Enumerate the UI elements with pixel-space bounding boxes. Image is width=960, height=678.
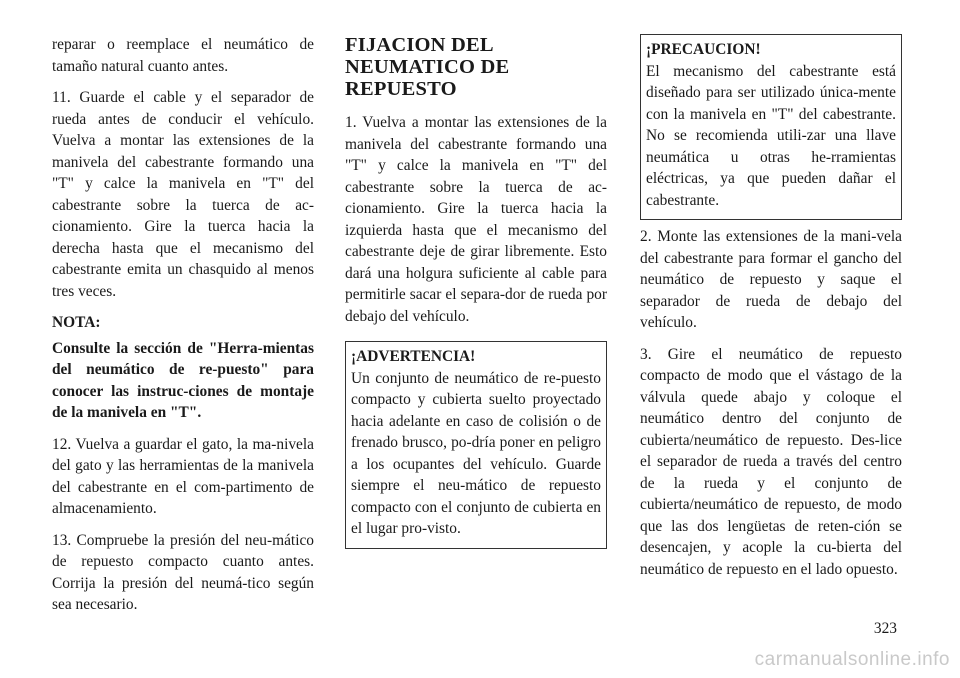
page-number: 323 — [873, 620, 897, 637]
warning-box — [345, 341, 607, 549]
step-1-paragraph: 1. Vuelva a montar las extensiones de la manivela del cabestrante formando una "T" y calce la manivela en "T" del cabestrante sobre la tuerca de ac-cionamiento. Gire la tuerca hacia la izquierda hasta que el mecanismo del cabestrante deje de girar libremente. Esto dará una holgura suficiente al cable para permitirle sacar el separa-dor de rueda por debajo del vehículo. — [345, 114, 607, 325]
caution-box — [640, 34, 902, 220]
step-13-paragraph: 13. Compruebe la presión del neu-mático de repuesto compacto cuanto antes. Corrija la presión del neumá-tico según sea necesario. — [52, 531, 314, 613]
caution-body: El mecanismo del cabestrante está diseñado para ser utilizado única-mente con la manivela en "T" del cabestrante. No se recomienda utili-zar una llave neumática u otras he-rramientas eléctricas, ya que pueden dañar el cabestrante. — [646, 62, 896, 209]
warning-title: ¡ADVERTENCIA! — [351, 348, 476, 365]
step-2-paragraph: 2. Monte las extensiones de la mani-vela del cabestrante para formar el gancho del neumático de repuesto y saque el separador de rueda de debajo del vehículo. — [640, 228, 902, 331]
warning-body: Un conjunto de neumático de re-puesto compacto y cubierta suelto proyectado hacia adelante en caso de colisión o de frenado brusco, po-dría poner en peligro a los ocupantes del vehículo. Guarde siempre el neu-mático de repuesto compacto con el conjunto de cubierta en el lugar pro-visto. — [351, 369, 601, 537]
step-3-paragraph: 3. Gire el neumático de repuesto compacto de modo que el vástago de la válvula quede abajo y coloque el neumático dentro del conjunto de cubierta/neumático de repuesto. Des-lice el separador de rueda a través del centro de la rueda y el conjunto de cubierta/neumático de repuesto, de modo que las dos lengüetas de reten-ción se desencajen, y acople la cu-bierta del neumático de repuesto en el lado opuesto. — [640, 345, 902, 578]
column-middle — [345, 34, 607, 549]
step-12-paragraph: 12. Vuelva a guardar el gato, la ma-nivela del gato y las herramientas de la manivela del cabestrante en el com-partimento de almacenamiento. — [52, 435, 314, 517]
column-left — [52, 34, 314, 626]
watermark-text: carmanualsonline.info — [754, 649, 950, 670]
note-label: NOTA: — [52, 314, 101, 331]
step-11-paragraph: 11. Guarde el cable y el separador de rueda antes de conducir el vehículo. Vuelva a montar las extensiones de la manivela del cabestrante formando una "T" y calce la manivela en "T" del cabestrante sobre la tuerca de ac-cionamiento. Gire la tuerca hacia la derecha hasta que el mecanismo del cabestrante emita un chasquido al menos tres veces. — [52, 89, 314, 300]
note-body: Consulte la sección de "Herra-mientas del neumático de re-puesto" para conocer las instruc-ciones de montaje de la manivela en "T". — [52, 339, 314, 421]
column-right — [640, 34, 902, 590]
section-title: FIJACION DEL NEUMATICO DE REPUESTO — [345, 34, 510, 100]
continuation-paragraph: reparar o reemplace el neumático de tamaño natural cuanto antes. — [52, 36, 314, 75]
caution-title: ¡PRECAUCION! — [646, 41, 761, 58]
